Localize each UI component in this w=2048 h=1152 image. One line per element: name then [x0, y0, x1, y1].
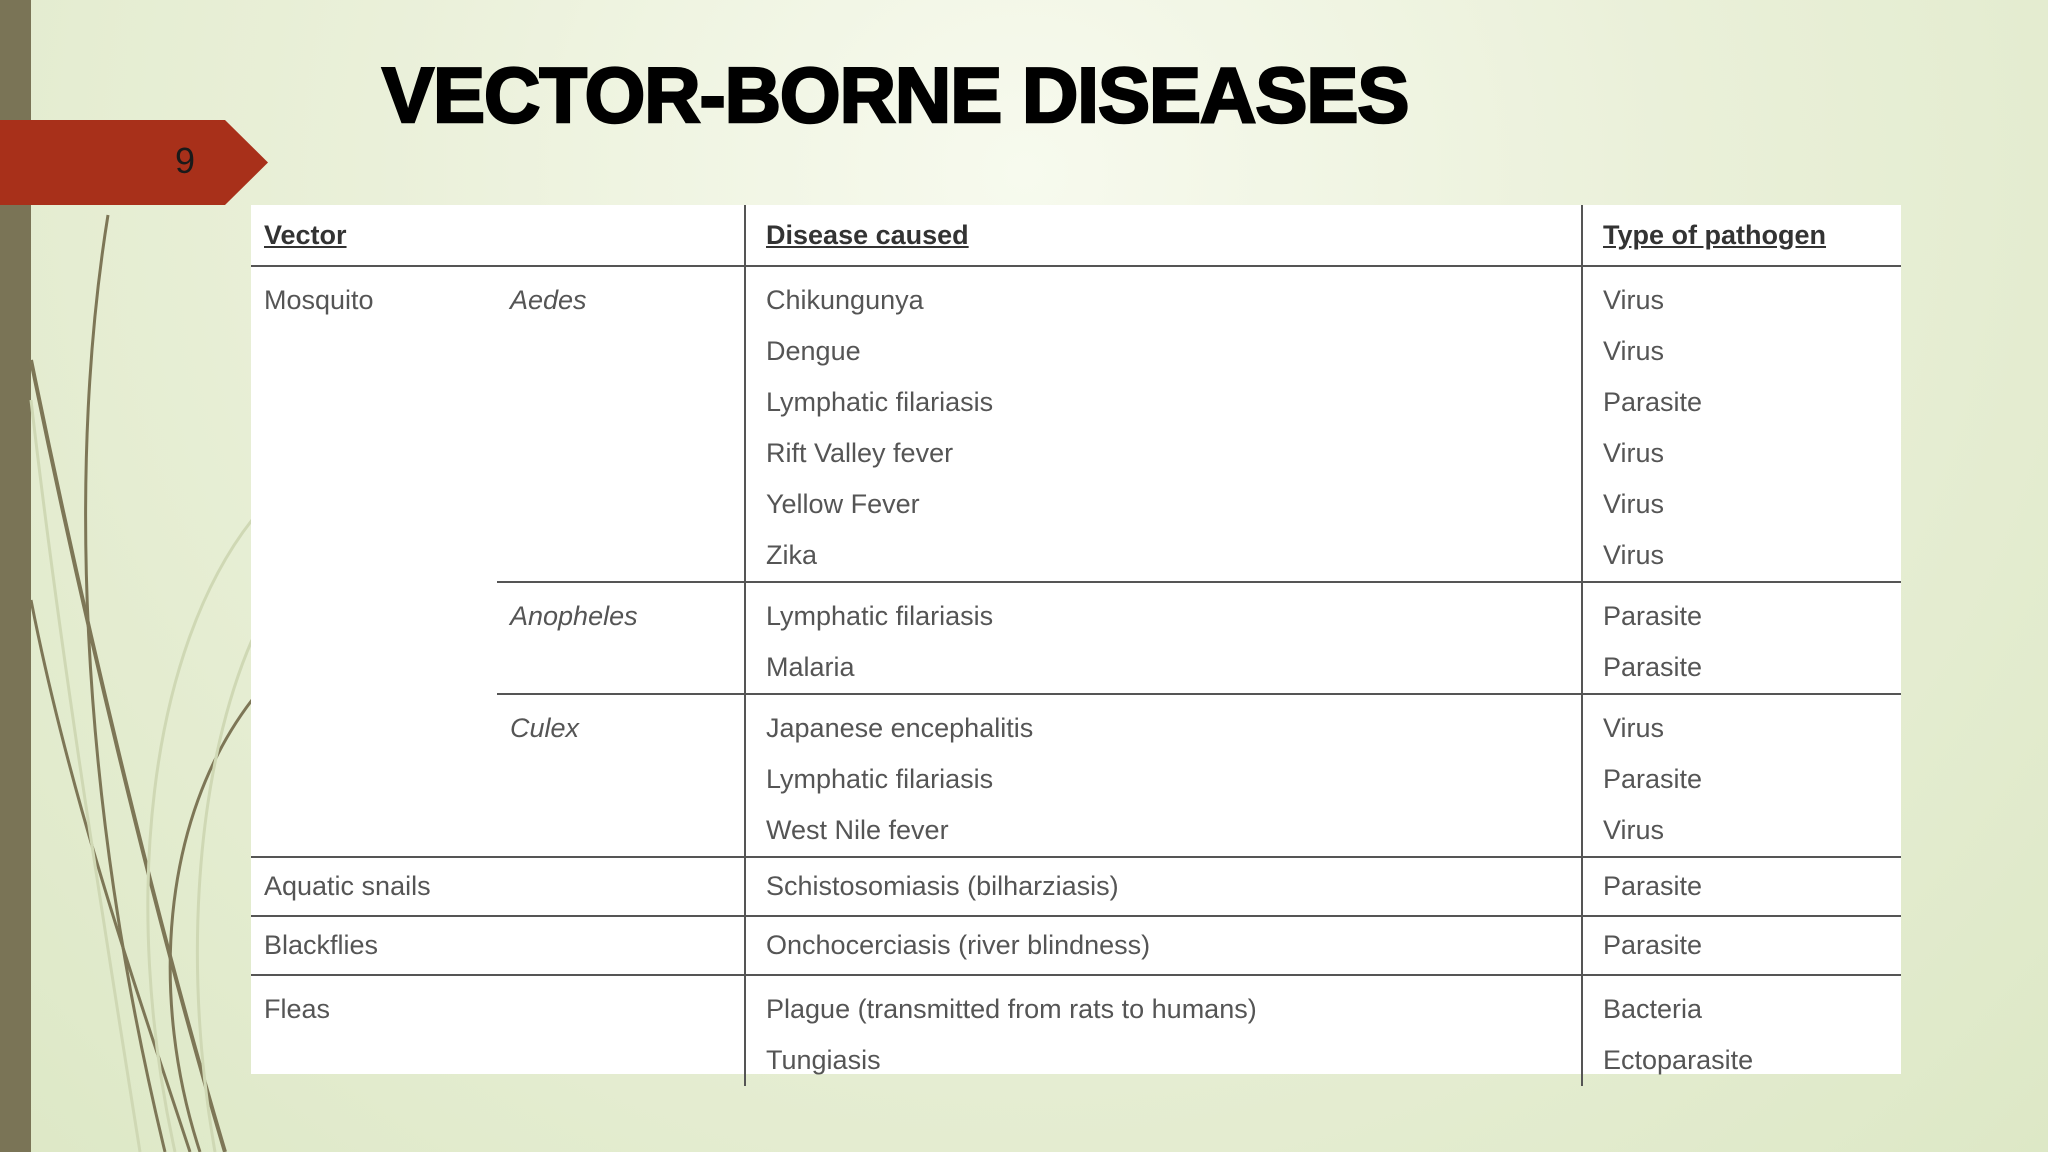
cell-disease: Yellow Fever [745, 479, 1582, 530]
cell-pathogen: Parasite [1582, 857, 1901, 916]
cell-genus: Culex [510, 713, 580, 743]
cell-pathogen: Parasite [1582, 377, 1901, 428]
cell-vector: Mosquito [264, 285, 374, 315]
cell-vector [251, 805, 497, 857]
header-pathogen: Type of pathogen [1582, 205, 1901, 266]
cell-vector [251, 642, 497, 694]
cell-genus [497, 428, 745, 479]
table-row [251, 428, 1901, 479]
cell-pathogen: Virus [1582, 694, 1901, 754]
cell-genus [497, 326, 745, 377]
cell-genus [497, 1035, 745, 1086]
cell-genus [497, 530, 745, 582]
cell-pathogen: Virus [1582, 805, 1901, 857]
cell-vector: Blackflies [251, 916, 497, 975]
table-row [251, 326, 1901, 377]
vector-disease-table [251, 205, 1901, 1074]
cell-vector [251, 377, 497, 428]
cell-vector [251, 479, 497, 530]
table-row [251, 1035, 1901, 1086]
cell-genus: Anopheles [510, 601, 638, 631]
table-row [251, 582, 1901, 642]
table-row [251, 479, 1901, 530]
cell-pathogen: Parasite [1582, 754, 1901, 805]
cell-pathogen: Virus [1582, 266, 1901, 326]
cell-genus [497, 754, 745, 805]
slide-title: VECTOR-BORNE DISEASES [382, 51, 1409, 139]
cell-pathogen: Parasite [1582, 916, 1901, 975]
cell-genus [497, 642, 745, 694]
cell-pathogen: Virus [1582, 530, 1901, 582]
cell-disease: West Nile fever [745, 805, 1582, 857]
cell-vector [251, 1035, 497, 1086]
cell-pathogen: Virus [1582, 326, 1901, 377]
cell-pathogen: Ectoparasite [1582, 1035, 1901, 1086]
cell-disease: Dengue [745, 326, 1582, 377]
cell-genus: Aedes [510, 285, 587, 315]
slide-number-tab [0, 120, 268, 205]
cell-disease: Schistosomiasis (bilharziasis) [745, 857, 1582, 916]
cell-vector: Fleas [264, 994, 331, 1024]
cell-disease: Rift Valley fever [745, 428, 1582, 479]
cell-pathogen: Virus [1582, 428, 1901, 479]
table-row [251, 530, 1901, 582]
table-row [251, 642, 1901, 694]
cell-vector [251, 326, 497, 377]
table-row [251, 266, 1901, 326]
cell-disease: Lymphatic filariasis [745, 377, 1582, 428]
cell-genus [497, 857, 745, 916]
cell-vector [251, 694, 497, 754]
cell-vector [251, 530, 497, 582]
cell-pathogen: Bacteria [1582, 975, 1901, 1035]
cell-disease: Tungiasis [745, 1035, 1582, 1086]
cell-disease: Malaria [745, 642, 1582, 694]
cell-disease: Plague (transmitted from rats to humans) [745, 975, 1582, 1035]
table-row [251, 805, 1901, 857]
table-row [251, 754, 1901, 805]
cell-vector: Aquatic snails [251, 857, 497, 916]
cell-genus [497, 916, 745, 975]
cell-disease: Lymphatic filariasis [745, 754, 1582, 805]
cell-disease: Japanese encephalitis [745, 694, 1582, 754]
cell-genus [497, 975, 745, 1035]
header-disease: Disease caused [745, 205, 1582, 266]
cell-genus [497, 479, 745, 530]
cell-pathogen: Virus [1582, 479, 1901, 530]
table-row [251, 916, 1901, 975]
cell-disease: Onchocerciasis (river blindness) [745, 916, 1582, 975]
table-row [251, 694, 1901, 754]
table-row [251, 975, 1901, 1035]
cell-disease: Chikungunya [745, 266, 1582, 326]
cell-vector [251, 582, 497, 642]
cell-genus [497, 805, 745, 857]
cell-disease: Zika [745, 530, 1582, 582]
cell-vector [251, 754, 497, 805]
table-row [251, 377, 1901, 428]
cell-disease: Lymphatic filariasis [745, 582, 1582, 642]
cell-vector [251, 428, 497, 479]
cell-pathogen: Parasite [1582, 582, 1901, 642]
header-vector: Vector [251, 205, 745, 266]
table-header-row [251, 205, 1901, 266]
cell-pathogen: Parasite [1582, 642, 1901, 694]
cell-genus [497, 377, 745, 428]
slide-number: 9 [174, 140, 196, 181]
table-row [251, 857, 1901, 916]
